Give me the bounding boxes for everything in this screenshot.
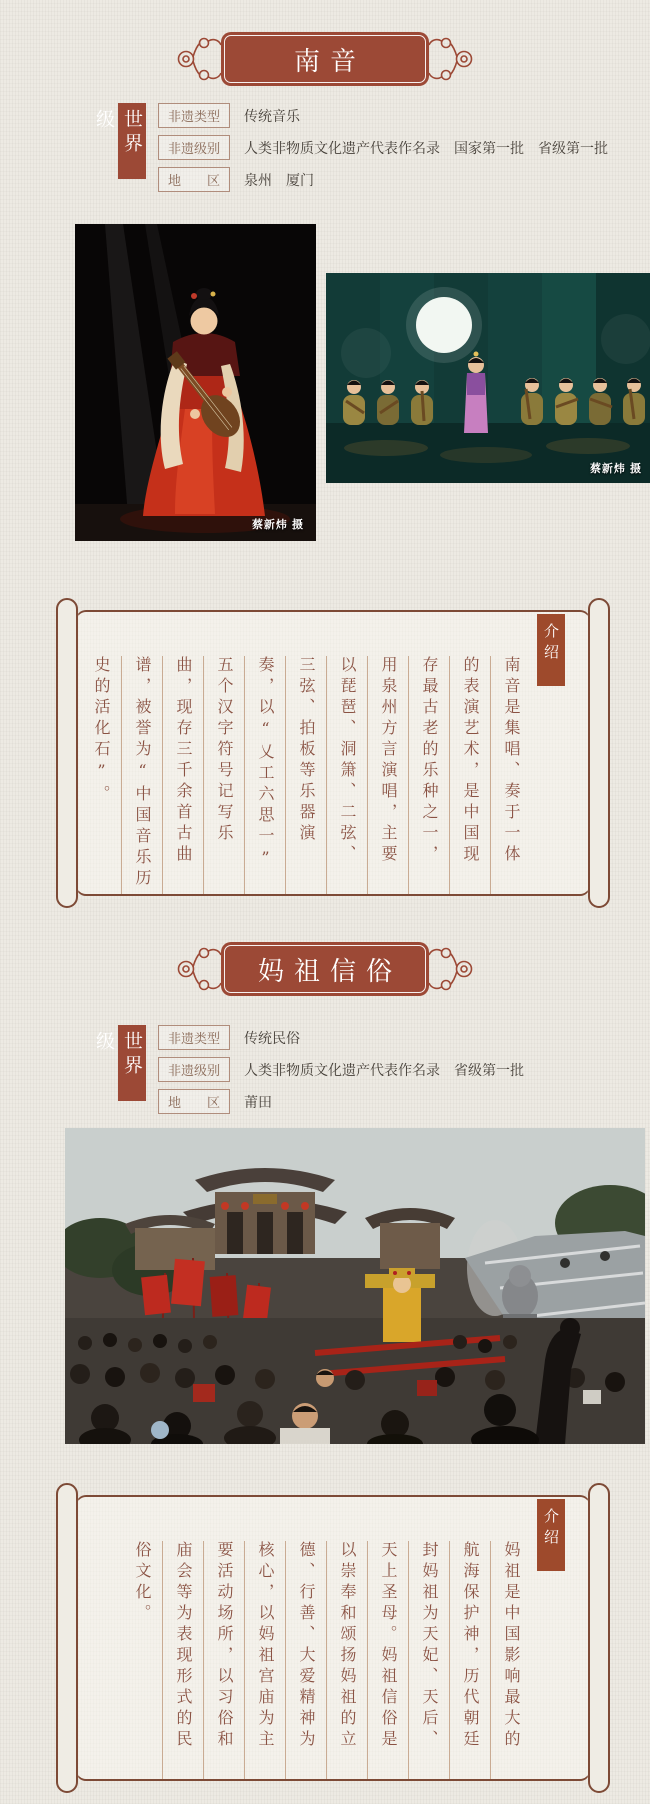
nanyin-soloist-photo: [75, 224, 316, 541]
scroll-roll-end: [588, 1483, 610, 1793]
scroll-text-column: 曲，现存三千余首古曲: [163, 656, 204, 894]
scroll-text-column: 德、行善、大爱精神为: [286, 1541, 327, 1779]
heritage-tags: [93, 1025, 524, 1114]
tag-label: 地 区: [158, 167, 230, 192]
level-badge: 世界级: [118, 103, 146, 179]
tag-row: [158, 167, 608, 192]
scroll-text-column: 奏，以“乂工六思一”: [245, 656, 286, 894]
scroll-paper: [76, 1495, 590, 1781]
intro-label: 介绍: [537, 614, 565, 686]
scroll-text-column: 俗文化。: [122, 1541, 163, 1779]
section-title: 妈祖信俗: [257, 956, 402, 987]
intro-scroll: [56, 598, 610, 908]
scroll-text-column: 存最古老的乐种之一，: [409, 656, 450, 894]
intro-vertical-text: [91, 656, 531, 894]
section-title-banner: [175, 32, 475, 86]
scroll-text-column: 庙会等为表现形式的民: [163, 1541, 204, 1779]
tag-label: 非遗类型: [158, 103, 230, 128]
tag-value: 传统民俗: [244, 1029, 300, 1046]
tag-value: 人类非物质文化遗产代表作名录 国家第一批 省级第一批: [244, 139, 608, 156]
scroll-roll-end: [56, 1483, 78, 1793]
scroll-text-column: 封妈祖为天妃、天后、: [409, 1541, 450, 1779]
tag-label: 地 区: [158, 1089, 230, 1114]
intro-scroll: [56, 1483, 610, 1793]
mazu-festival-photo: [65, 1128, 645, 1444]
tag-label: 非遗类型: [158, 1025, 230, 1050]
scroll-text-column: 要活动场所，以习俗和: [204, 1541, 245, 1779]
scroll-text-column: 用泉州方言演唱，主要: [368, 656, 409, 894]
scroll-text-column: 核心，以妈祖宫庙为主: [245, 1541, 286, 1779]
scroll-text-column: 史的活化石”。: [81, 656, 122, 894]
tag-value: 人类非物质文化遗产代表作名录 省级第一批: [244, 1061, 524, 1078]
scroll-text-column: 五个汉字符号记写乐: [204, 656, 245, 894]
scroll-text-column: 妈祖是中国影响最大的: [502, 1541, 521, 1751]
scroll-text-column: 以崇奉和颂扬妈祖的立: [327, 1541, 368, 1779]
photo-credit: 蔡新炜 摄: [589, 463, 642, 475]
section-title: 南音: [293, 46, 366, 77]
tag-row: [158, 135, 608, 160]
tag-row: [158, 103, 608, 128]
nanyin-stage-photo: [326, 273, 650, 483]
intro-vertical-text: [91, 1541, 531, 1779]
scroll-roll-end: [588, 598, 610, 908]
tag-row: [158, 1025, 524, 1050]
tag-value: 莆田: [244, 1093, 272, 1110]
photo-credit: 蔡新炜 摄: [251, 519, 304, 531]
tag-row: [158, 1089, 524, 1114]
scroll-text-column: 以琵琶、洞箫、二弦、: [327, 656, 368, 894]
scroll-text-column: 南音是集唱、奏于一体: [502, 656, 521, 866]
scroll-text-column: 天上圣母。妈祖信俗是: [368, 1541, 409, 1779]
tag-row: [158, 1057, 524, 1082]
scroll-text-column: 三弦、拍板等乐器演: [286, 656, 327, 894]
tag-label: 非遗级别: [158, 1057, 230, 1082]
level-badge: 世界级: [118, 1025, 146, 1101]
scroll-paper: [76, 610, 590, 896]
scroll-text-column: 谱，被誉为“中国音乐历: [122, 656, 163, 894]
intro-label: 介绍: [537, 1499, 565, 1571]
scroll-roll-end: [56, 598, 78, 908]
section-title-banner: [175, 942, 475, 996]
scroll-text-column: 航海保护神，历代朝廷: [450, 1541, 491, 1779]
scroll-text-column: 的表演艺术，是中国现: [450, 656, 491, 894]
tag-value: 传统音乐: [244, 107, 300, 124]
heritage-tags: [93, 103, 608, 192]
tag-value: 泉州 厦门: [244, 171, 314, 188]
tag-label: 非遗级别: [158, 135, 230, 160]
